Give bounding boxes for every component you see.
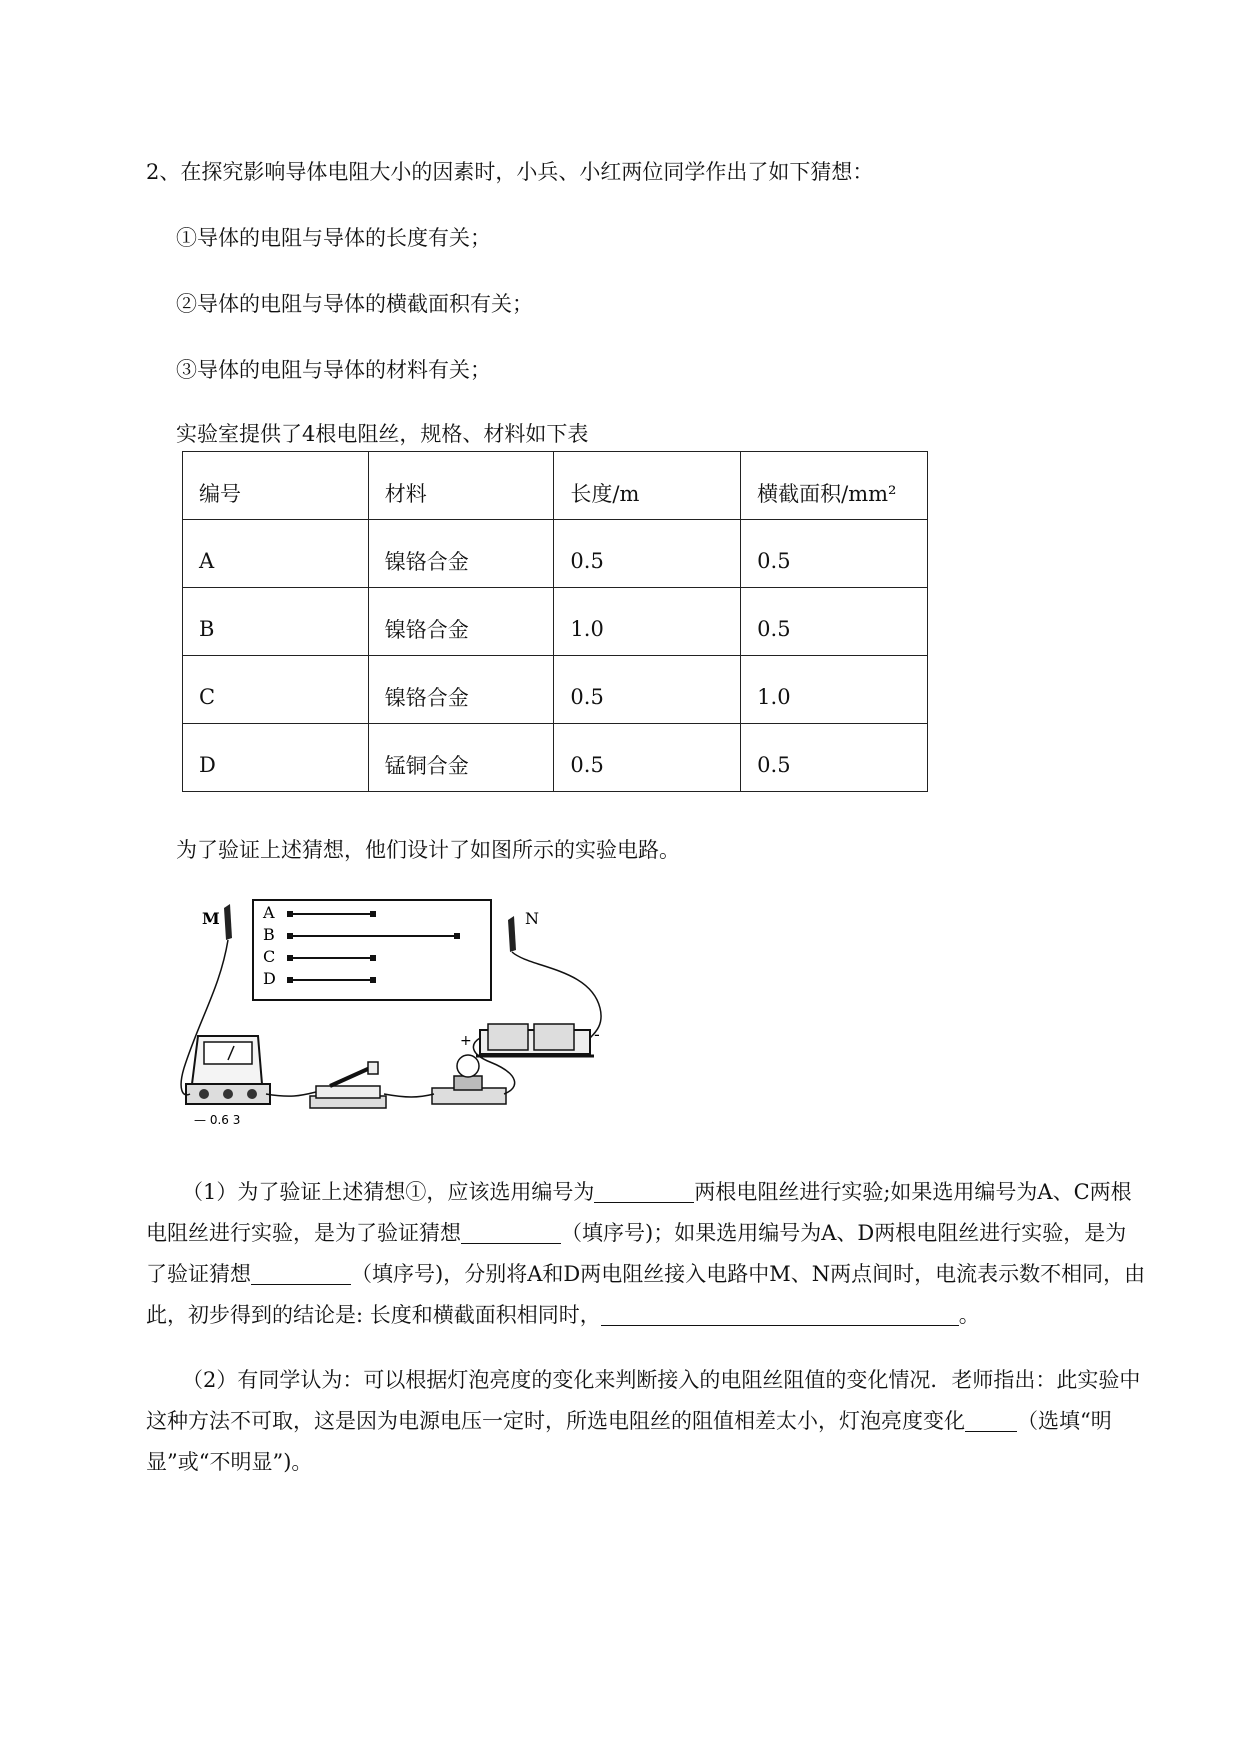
table-row	[183, 656, 928, 724]
question-title: 2、在探究影响导体电阻大小的因素时，小兵、小红两位同学作出了如下猜想：	[146, 160, 874, 184]
ammeter-scale: — 0.6 3	[194, 1113, 241, 1127]
circuit-diagram	[170, 898, 660, 1128]
header-length: 长度/m	[554, 452, 741, 520]
cell-length: 0.5	[554, 520, 741, 588]
header-id: 编号	[183, 452, 369, 520]
wire-label-c: C	[263, 947, 276, 966]
circuit-intro: 为了验证上述猜想，他们设计了如图所示的实验电路。	[176, 838, 680, 862]
part-2: （2）有同学认为：可以根据灯泡亮度的变化来判断接入的电阻丝阻值的变化情况．老师指出：此实验中这种方法不可取，这是因为电源电压一定时，所选电阻丝的阻值相差太小，灯泡亮度变化 （选填“明显”或“不明显”)。	[146, 1368, 1141, 1474]
battery-box-icon	[476, 1024, 594, 1056]
wire-label-a: A	[263, 903, 275, 922]
header-area: 横截面积/mm²	[741, 452, 928, 520]
answer-blank-2[interactable]	[461, 1219, 561, 1244]
header-material: 材料	[368, 452, 554, 520]
part-1: （1）为了验证上述猜想①，应该选用编号为 两根电阻丝进行实验;如果选用编号为A、C两根电阻丝进行实验，是为了验证猜想 （填序号)；如果选用编号为A、D两根电阻丝进行实验，是为了验证猜想 （填序号)，分别将A和D两电阻丝接入电路中M、N两点间时，电流表示数不相同，由此，初步得到的结论是: 长度和横截面积相同时， 。	[146, 1180, 1146, 1327]
answer-blank-1[interactable]	[594, 1178, 694, 1203]
cell-id: A	[183, 520, 369, 588]
cell-area: 0.5	[741, 520, 928, 588]
cell-material: 镍铬合金	[368, 588, 554, 656]
wire-label-b: B	[263, 925, 275, 944]
table-intro: 实验室提供了4根电阻丝，规格、材料如下表	[176, 422, 589, 446]
clip-label-m: M	[202, 909, 220, 928]
answer-blank-4[interactable]	[601, 1301, 959, 1326]
ammeter-icon	[186, 1036, 270, 1104]
battery-minus: -	[594, 1025, 600, 1044]
table-row	[183, 588, 928, 656]
wire-switch-lamp	[384, 1094, 434, 1097]
battery-plus: +	[460, 1033, 472, 1049]
cell-material: 镍铬合金	[368, 520, 554, 588]
cell-id: B	[183, 588, 369, 656]
table-row	[183, 724, 928, 792]
cell-length: 0.5	[554, 724, 741, 792]
clip-label-n: N	[525, 909, 539, 928]
cell-id: C	[183, 656, 369, 724]
clip-n-icon	[508, 916, 516, 952]
cell-length: 1.0	[554, 588, 741, 656]
cell-area: 1.0	[741, 656, 928, 724]
cell-area: 0.5	[741, 724, 928, 792]
cell-material: 锰铜合金	[368, 724, 554, 792]
resistance-wire-table	[182, 451, 928, 792]
wire-d	[287, 977, 376, 983]
wire-b	[287, 933, 460, 939]
switch-icon	[310, 1062, 386, 1108]
cell-area: 0.5	[741, 588, 928, 656]
answer-blank-3[interactable]	[251, 1260, 351, 1285]
guess-1: ①导体的电阻与导体的长度有关；	[176, 226, 491, 250]
wire-ammeter-switch	[266, 1092, 316, 1096]
wire-a	[287, 911, 376, 917]
lamp-icon	[432, 1055, 506, 1104]
guess-2: ②导体的电阻与导体的横截面积有关；	[176, 292, 533, 316]
cell-id: D	[183, 724, 369, 792]
cell-material: 镍铬合金	[368, 656, 554, 724]
guess-3: ③导体的电阻与导体的材料有关；	[176, 358, 491, 382]
cell-length: 0.5	[554, 656, 741, 724]
table-header-row	[183, 452, 928, 520]
answer-blank-5[interactable]	[965, 1407, 1017, 1432]
wire-label-d: D	[263, 969, 276, 988]
table-row	[183, 520, 928, 588]
clip-m-icon	[224, 904, 232, 940]
wire-c	[287, 955, 376, 961]
